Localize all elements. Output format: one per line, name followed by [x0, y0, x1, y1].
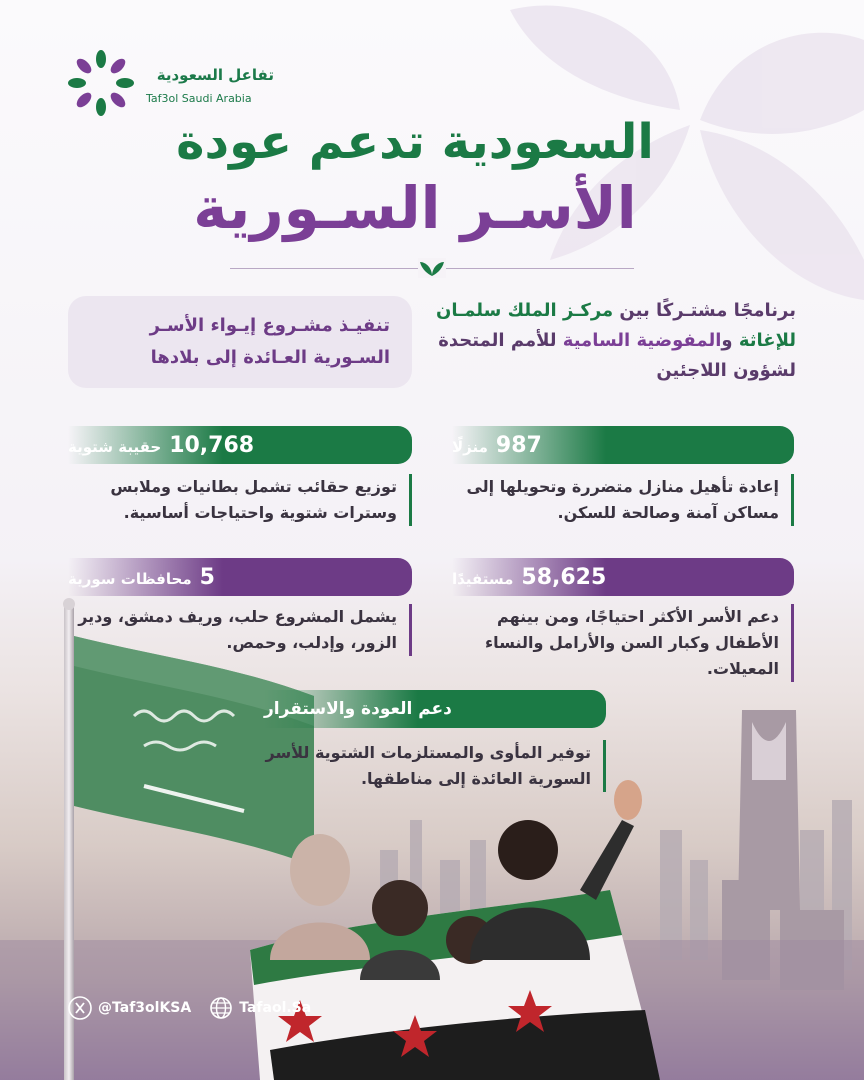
- stat-description-governorates: يشمل المشروع حلب، وريف دمشق، ودير الزور، وإدلب، وحمص.: [60, 604, 412, 656]
- support-title: دعم العودة والاستقرار: [264, 699, 452, 719]
- intro-part4: المفوضية السامية: [562, 330, 722, 351]
- intro-part5: للأمم المتحدة لشؤون اللاجئين: [438, 330, 796, 381]
- brand-name-en: Taf3ol Saudi Arabia: [146, 92, 252, 105]
- stat-number: 5: [199, 564, 215, 590]
- website: Tafaol.Sa: [239, 1000, 312, 1016]
- website-link[interactable]: [209, 996, 311, 1020]
- x-link[interactable]: [68, 996, 191, 1020]
- stat-tag-homes: [452, 426, 794, 464]
- brand-logo-icon: [66, 48, 136, 118]
- page-title-line2: الأسـر السـورية: [193, 174, 637, 242]
- intro-part3: و: [721, 330, 739, 351]
- stat-tag-bags: [68, 426, 412, 464]
- stat-description-beneficiaries: دعم الأسر الأكثر احتياجًا، ومن بينهم الأطفال وكبار السن والأرامل والنساء المعيلات.: [436, 604, 794, 682]
- stat-unit: مستفيدًا: [452, 569, 514, 588]
- intro-part2: مركـز الملك سلمـان للإغاثة: [435, 300, 796, 351]
- footer: [68, 996, 311, 1020]
- intro-box-text: تنفيـذ مشـروع إيـواء الأسـر السـورية العـائدة إلى بلادها: [149, 315, 390, 368]
- stat-number: 987: [495, 432, 542, 458]
- stat-unit: حقيبة شتوية: [68, 437, 162, 456]
- intro-part1: برنامجًا مشتـركًا بين: [613, 300, 796, 321]
- x-handle: @Taf3olKSA: [98, 1000, 192, 1016]
- stat-unit: محافظات سورية: [68, 569, 192, 588]
- x-icon: [68, 996, 92, 1020]
- stat-number: 58,625: [521, 564, 607, 590]
- stat-description-bags: توزيع حقائب تشمل بطانيات وملابس وسترات شتوية واحتياجات أساسية.: [60, 474, 412, 526]
- brand-name-ar: تفاعل السعودية: [156, 66, 274, 84]
- intro-text: [432, 296, 796, 386]
- flag-pole-top: [63, 598, 75, 610]
- support-tag: [264, 690, 606, 728]
- support-description: توفير المأوى والمستلزمات الشتوية للأسر السورية العائدة إلى مناطقها.: [252, 740, 606, 792]
- stat-description-homes: إعادة تأهيل منازل متضررة وتحويلها إلى مساكن آمنة وصالحة للسكن.: [440, 474, 794, 526]
- globe-icon: [209, 996, 233, 1020]
- stat-unit: منزلًا: [452, 437, 488, 456]
- stat-number: 10,768: [169, 432, 255, 458]
- family-with-syrian-flag-icon: [230, 760, 690, 1080]
- stat-tag-governorates: [68, 558, 412, 596]
- leaf-icon: [418, 258, 446, 278]
- page-title-line1: السعودية تدعم عودة: [176, 114, 654, 170]
- intro-box: [68, 296, 412, 388]
- stat-tag-beneficiaries: [452, 558, 794, 596]
